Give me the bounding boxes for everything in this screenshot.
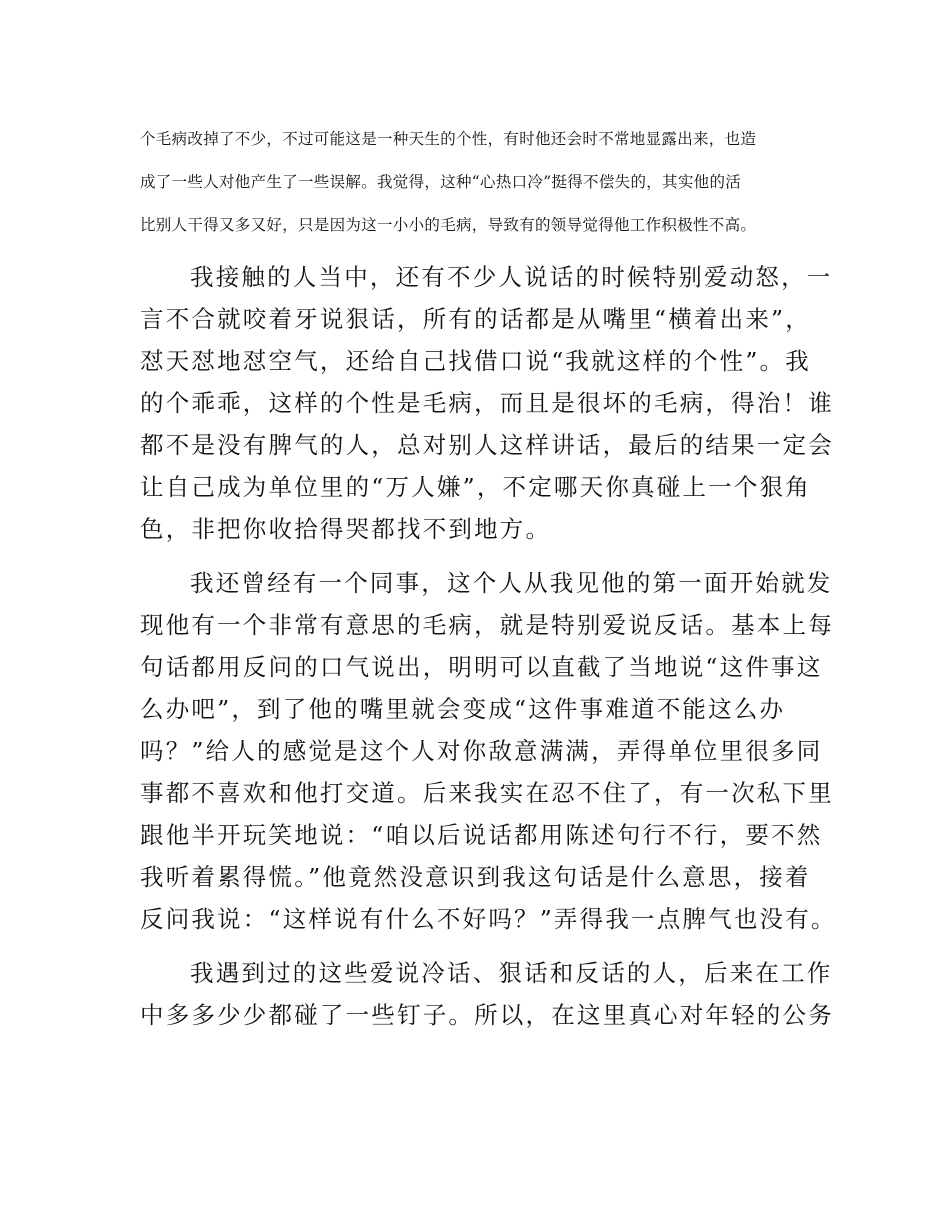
text-line: 我接触的人当中，还有不少人说话的时候特别爱动怒，一	[190, 263, 833, 291]
text-line: 现他有一个非常有意思的毛病，就是特别爱说反话。基本上每	[140, 611, 834, 639]
top-paragraph	[140, 128, 830, 257]
paragraph-conclusion	[140, 952, 834, 1036]
text-line: 我遇到过的这些爱说冷话、狠话和反话的人，后来在工作	[190, 959, 833, 987]
text-line: 比别人干得又多又好，只是因为这一小小的毛病，导致有的领导觉得他工作积极性不高。	[140, 216, 757, 234]
text-line: 我听着累得慌。”他竟然没意识到我这句话是什么意思，接着	[140, 863, 811, 891]
text-line: 我还曾经有一个同事，这个人从我见他的第一面开始就发	[190, 569, 833, 597]
text-line: 怼天怼地怼空气，还给自己找借口说“我就这样的个性”。我	[140, 347, 811, 375]
text-line: 色，非把你收拾得哭都找不到地方。	[140, 515, 552, 543]
text-line: 言不合就咬着牙说狠话，所有的话都是从嘴里“横着出来”，	[140, 305, 811, 333]
paragraph-angry-speech	[140, 256, 834, 550]
text-line: 跟他半开玩笑地说：“咱以后说话都用陈述句行不行，要不然	[140, 821, 823, 849]
text-line: 个毛病改掉了不少，不过可能这是一种天生的个性，有时他还会时不常地显露出来，也造	[140, 130, 757, 148]
text-line: 么办吧”，到了他的嘴里就会变成“这件事难道不能这么办	[140, 695, 786, 723]
text-line: 吗？”给人的感觉是这个人对你敌意满满，弄得单位里很多同	[140, 737, 823, 765]
text-line: 让自己成为单位里的“万人嫌”，不定哪天你真碰上一个狠角	[140, 473, 811, 501]
text-line: 成了一些人对他产生了一些误解。我觉得，这种“心热口冷”挺得不偿失的，其实他的活	[140, 173, 742, 191]
text-line: 句话都用反问的口气说出，明明可以直截了当地说“这件事这	[140, 653, 823, 681]
body-text	[140, 256, 837, 1048]
text-line: 事都不喜欢和他打交道。后来我实在忍不住了，有一次私下里	[140, 779, 834, 807]
paragraph-rhetorical-colleague	[140, 562, 837, 940]
text-line: 的个乖乖，这样的个性是毛病，而且是很坏的毛病，得治！谁	[140, 389, 834, 417]
text-line: 都不是没有脾气的人，总对别人这样讲话，最后的结果一定会	[140, 431, 834, 459]
text-line: 中多多少少都碰了一些钉子。所以，在这里真心对年轻的公务	[140, 1001, 834, 1029]
text-line: 反问我说：“这样说有什么不好吗？”弄得我一点脾气也没有。	[140, 905, 837, 933]
